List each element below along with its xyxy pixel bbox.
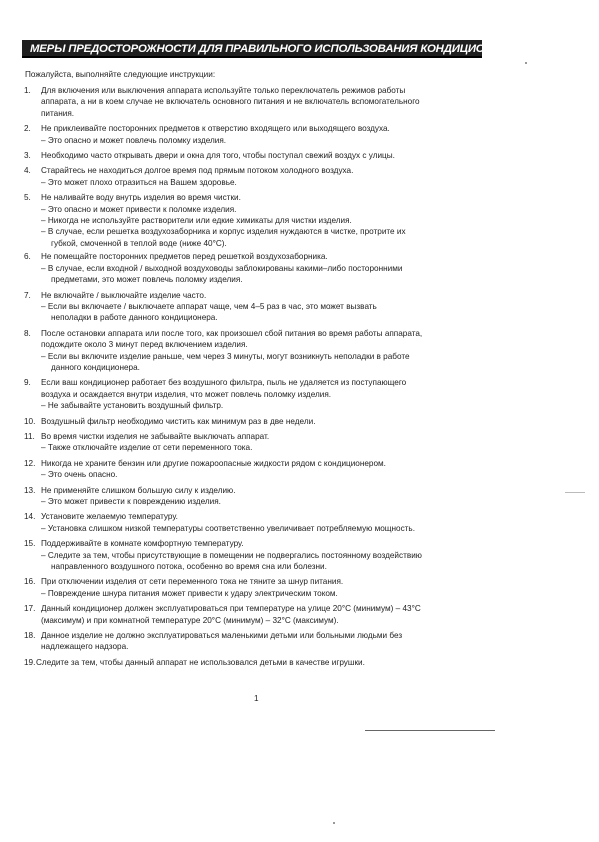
instruction-list [0, 85, 599, 672]
item-line: Не наливайте воду внутрь изделия во время чистки. [41, 193, 241, 203]
item-text [41, 576, 491, 599]
item-text [41, 416, 491, 427]
item-note-line: – Если вы включаете / выключаете аппарат чаще, чем 4–5 раз в час, это может вызвать [41, 301, 377, 311]
item-note-line: – Следите за тем, чтобы присутствующие в помещении не подвергались постоянному воздействию [41, 550, 422, 560]
item-line: питания. [41, 108, 75, 118]
item-number: 10. [24, 416, 36, 426]
item-number: 17. [24, 604, 36, 614]
item-text [41, 165, 491, 188]
scan-line [565, 492, 585, 493]
scan-line [365, 730, 495, 731]
item-line: Никогда не храните бензин или другие пожароопасные жидкости рядом с кондиционером. [41, 458, 386, 468]
item-note-line: – Это может привести к повреждению изделия. [41, 497, 221, 506]
list-item [0, 657, 599, 668]
item-note-line: – В случае, если входной / выходной воздуховоды заблокированы какими–либо посторонними [41, 263, 403, 273]
item-note-line: – Это очень опасно. [41, 470, 118, 480]
item-number: 5. [24, 193, 31, 203]
item-note-line: – Это опасно и может повлечь поломку изделия. [41, 135, 227, 145]
list-item [0, 290, 599, 324]
list-item [0, 85, 599, 119]
item-text [41, 85, 491, 119]
list-item [0, 328, 599, 374]
item-line: Не помещайте посторонних предметов перед решеткой воздухозаборника. [41, 252, 328, 262]
page-title: МЕРЫ ПРЕДОСТОРОЖНОСТИ ДЛЯ ПРАВИЛЬНОГО ИСПОЛЬЗОВАНИЯ КОНДИЦИОНЕРА [22, 40, 482, 58]
item-line: Не применяйте слишком большую силу к изделию. [41, 485, 236, 495]
item-line: Во время чистки изделия не забывайте выключать аппарат. [41, 431, 270, 441]
item-line: Необходимо часто открывать двери и окна для того, чтобы поступал свежий воздух с улицы. [41, 151, 395, 161]
item-number: 4. [24, 166, 31, 176]
item-text [41, 192, 491, 249]
page-number: 1 [254, 694, 259, 703]
item-line: Для включения или выключения аппарата используйте только переключатель режимов работы [41, 86, 406, 95]
item-number: 2. [24, 124, 31, 134]
item-note-line: губкой, смоченной в теплой воде (ниже 40°C). [51, 238, 227, 248]
item-line: После остановки аппарата или после того, как произошел сбой питания во время работы аппарата, [41, 328, 423, 338]
item-text [41, 458, 491, 481]
item-text [41, 251, 491, 285]
item-note-line: – Установка слишком низкой температуры соответственно увеличивает потребляемую мощность. [41, 523, 415, 533]
item-note-line: – Повреждение шнура питания может привести к удару электрическим током. [41, 588, 338, 598]
list-item [0, 511, 599, 534]
item-line: надлежащего надзора. [41, 642, 129, 652]
item-line: Старайтесь не находиться долгое время под прямым потоком холодного воздуха. [41, 166, 354, 176]
item-line: При отключении изделия от сети переменного тока не тяните за шнур питания. [41, 577, 344, 587]
item-note-line: – Также отключайте изделие от сети переменного тока. [41, 443, 253, 453]
item-text [41, 630, 491, 653]
list-item [0, 485, 599, 508]
item-text [41, 377, 491, 411]
item-number: 15. [24, 539, 36, 549]
list-item [0, 431, 599, 454]
item-line: Следите за тем, чтобы данный аппарат не использовался детьми в качестве игрушки. [36, 657, 365, 667]
item-text [41, 511, 491, 534]
item-line: подождите около 3 минут перед включением изделия. [41, 340, 248, 350]
item-note-line: направленного воздушного потока, особенно во время сна или болезни. [51, 562, 327, 572]
list-item [0, 165, 599, 188]
item-number: 12. [24, 458, 36, 468]
item-line: Воздушный фильтр необходимо чистить как минимум раз в две недели. [41, 416, 316, 426]
item-number: 16. [24, 577, 36, 587]
list-item [0, 538, 599, 572]
list-item [0, 458, 599, 481]
item-number: 3. [24, 151, 31, 161]
item-number: 19. [24, 657, 36, 667]
item-line: Поддерживайте в комнате комфортную температуру. [41, 539, 244, 549]
item-note-line: данного кондиционера. [51, 362, 140, 372]
item-text [41, 290, 491, 324]
item-note-line: неполадки в работе данного кондиционера. [51, 313, 218, 323]
list-item [0, 630, 599, 653]
item-text [41, 603, 491, 626]
item-line: аппарата, а ни в коем случае не включатель основного питания и не включатель вспомогательного [41, 97, 420, 107]
item-line: Данное изделие не должно эксплуатироваться маленькими детьми или больными людьми без [41, 631, 403, 641]
intro-text: Пожалуйста, выполняйте следующие инструкции: [25, 70, 216, 79]
item-note-line: – В случае, если решетка воздухозаборника и корпус изделия нуждаются в чистке, протрите их [41, 227, 406, 237]
item-number: 9. [24, 378, 31, 388]
item-text [41, 431, 491, 454]
item-note-line: – Не забывайте установить воздушный фильтр. [41, 401, 224, 411]
item-number: 7. [24, 290, 31, 300]
item-line: (максимум) и при комнатной температуре 20°C (минимум) – 32°C (максимум). [41, 615, 339, 625]
item-note-line: предметами, это может повлечь поломку изделия. [51, 275, 243, 285]
list-item [0, 251, 599, 285]
list-item [0, 150, 599, 161]
item-text [41, 485, 491, 508]
item-note-line: – Если вы включите изделие раньше, чем через 3 минуты, могут возникнуть неполадки в работе [41, 351, 410, 361]
item-text [36, 657, 486, 668]
item-note-line: – Это опасно и может привести к поломке изделия. [41, 204, 237, 214]
item-number: 8. [24, 328, 31, 338]
item-line: Установите желаемую температуру. [41, 512, 178, 522]
item-line: Данный кондиционер должен эксплуатироваться при температуре на улице 20°C (минимум) – 43°C [41, 604, 421, 614]
item-line: Не приклеивайте посторонних предметов к отверстию входящего или выходящего воздуха. [41, 124, 390, 134]
scan-speck [525, 62, 527, 64]
list-item [0, 576, 599, 599]
list-item [0, 123, 599, 146]
item-note-line: – Это может плохо отразиться на Вашем здоровье. [41, 177, 237, 187]
item-text [41, 538, 491, 572]
item-number: 18. [24, 631, 36, 641]
scan-speck [333, 822, 335, 824]
item-text [41, 150, 491, 161]
list-item [0, 603, 599, 626]
item-number: 6. [24, 252, 31, 262]
list-item [0, 192, 599, 249]
item-line: Не включайте / выключайте изделие часто. [41, 290, 207, 300]
item-text [41, 123, 491, 146]
item-line: воздуха и осаждается внутри изделия, что может повлечь поломку изделия. [41, 389, 332, 399]
item-line: Если ваш кондиционер работает без воздушного фильтра, пыль не удаляется из поступающего [41, 378, 407, 388]
item-note-line: – Никогда не используйте растворители или едкие химикаты для чистки изделия. [41, 216, 352, 226]
item-number: 14. [24, 512, 36, 522]
item-number: 13. [24, 485, 36, 495]
list-item [0, 416, 599, 427]
item-text [41, 328, 491, 374]
item-number: 1. [24, 86, 31, 95]
item-number: 11. [24, 431, 35, 441]
list-item [0, 377, 599, 411]
